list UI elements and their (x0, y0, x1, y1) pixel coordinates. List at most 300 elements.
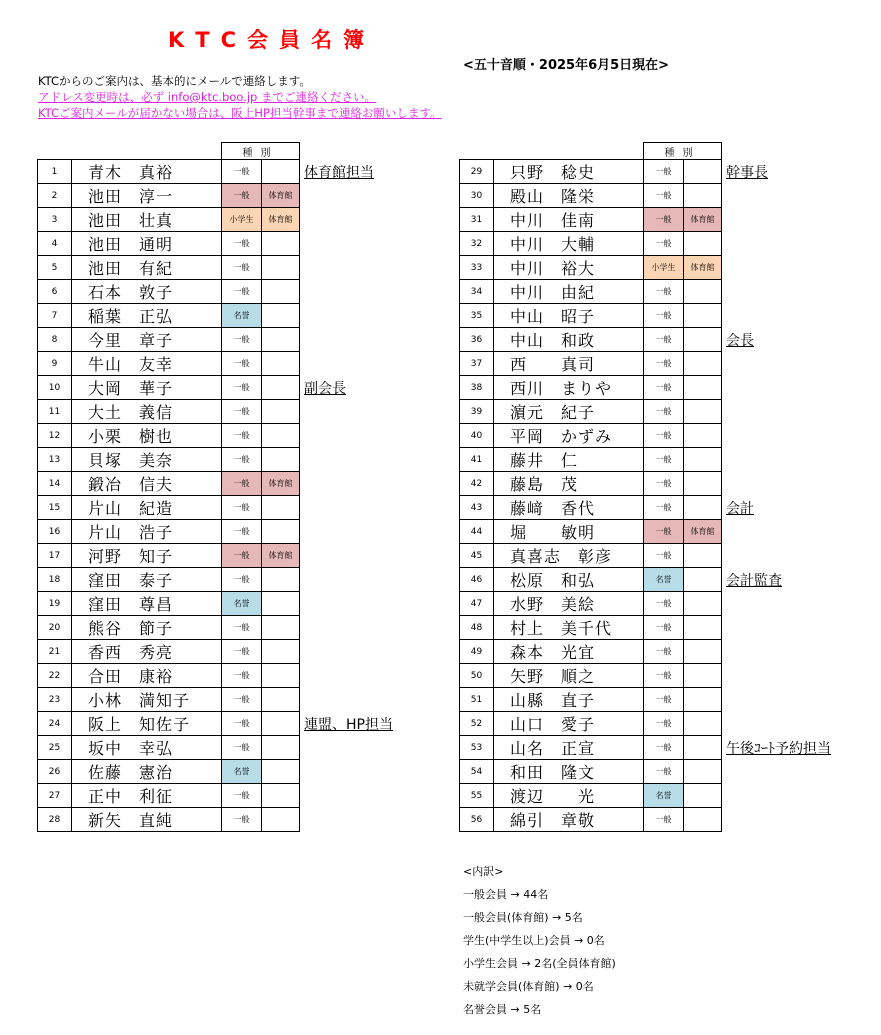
member-role (722, 232, 862, 256)
member-name: 石本 敦子 (72, 280, 222, 304)
member-gym (262, 496, 300, 520)
member-number: 35 (460, 304, 494, 328)
member-name: 新矢 直純 (72, 808, 222, 832)
member-type: 一般 (644, 592, 684, 616)
member-type: 一般 (644, 616, 684, 640)
member-name: 渡辺 光 (494, 784, 644, 808)
member-gym (684, 472, 722, 496)
roster-table-right (459, 142, 862, 832)
member-role: 会長 (726, 332, 754, 349)
member-name: 小林 満知子 (72, 688, 222, 712)
member-row (38, 760, 440, 784)
member-number: 1 (38, 160, 72, 184)
member-name: 綿引 章敬 (494, 808, 644, 832)
member-role (722, 640, 862, 664)
member-role (300, 760, 440, 784)
member-type: 一般 (644, 640, 684, 664)
member-row (460, 712, 862, 736)
member-name: 真喜志 彰彦 (494, 544, 644, 568)
member-name: 池田 通明 (72, 232, 222, 256)
member-role: 午後ｺｰﾄ予約担当 (726, 740, 831, 757)
member-gym (262, 232, 300, 256)
member-name: 香西 秀亮 (72, 640, 222, 664)
member-row (460, 184, 862, 208)
member-role (300, 208, 440, 232)
breakdown-line: 一般会員(体育館) → 5名 (463, 911, 583, 924)
member-type: 一般 (644, 472, 684, 496)
member-name: 鍛冶 信夫 (72, 472, 222, 496)
member-gym (684, 592, 722, 616)
member-name: 河野 知子 (72, 544, 222, 568)
member-role (300, 280, 440, 304)
member-name: 佐藤 憲治 (72, 760, 222, 784)
member-row (460, 304, 862, 328)
member-number: 9 (38, 352, 72, 376)
member-row (38, 808, 440, 832)
member-type: 一般 (644, 712, 684, 736)
member-row (460, 640, 862, 664)
member-number: 28 (38, 808, 72, 832)
member-role (722, 688, 862, 712)
member-name: 中川 由紀 (494, 280, 644, 304)
member-row (38, 616, 440, 640)
member-type: 一般 (222, 712, 262, 736)
member-name: 合田 康裕 (72, 664, 222, 688)
member-role (722, 520, 862, 544)
member-role: 連盟、HP担当 (304, 716, 393, 733)
member-name: 山口 愛子 (494, 712, 644, 736)
member-row (460, 256, 862, 280)
member-gym (684, 712, 722, 736)
member-role (300, 448, 440, 472)
member-name: 西川 まりや (494, 376, 644, 400)
member-name: 森本 光宜 (494, 640, 644, 664)
member-type: 一般 (222, 568, 262, 592)
member-row (38, 280, 440, 304)
member-row (460, 352, 862, 376)
member-number: 26 (38, 760, 72, 784)
member-name: 片山 紀造 (72, 496, 222, 520)
member-number: 4 (38, 232, 72, 256)
member-row (460, 448, 862, 472)
member-name: 坂中 幸弘 (72, 736, 222, 760)
member-gym (262, 520, 300, 544)
member-row (460, 688, 862, 712)
member-role (300, 520, 440, 544)
member-name: 池田 淳一 (72, 184, 222, 208)
member-gym (684, 232, 722, 256)
member-gym (684, 568, 722, 592)
member-type: 一般 (644, 376, 684, 400)
member-type: 一般 (222, 232, 262, 256)
member-role (722, 664, 862, 688)
member-number: 27 (38, 784, 72, 808)
member-name: 平岡 かずみ (494, 424, 644, 448)
member-type: 一般 (222, 544, 262, 568)
member-number: 13 (38, 448, 72, 472)
member-role: 副会長 (304, 380, 346, 397)
member-type: 一般 (644, 520, 684, 544)
member-number: 55 (460, 784, 494, 808)
member-gym (684, 280, 722, 304)
member-row (38, 184, 440, 208)
member-gym (262, 424, 300, 448)
member-role (300, 592, 440, 616)
member-row (38, 664, 440, 688)
member-row (38, 688, 440, 712)
member-name: 藤﨑 香代 (494, 496, 644, 520)
member-row (38, 736, 440, 760)
member-name: 中山 和政 (494, 328, 644, 352)
member-gym (262, 784, 300, 808)
member-role: 会計監査 (726, 572, 782, 589)
member-number: 6 (38, 280, 72, 304)
member-row (38, 448, 440, 472)
member-role (300, 184, 440, 208)
member-gym (684, 400, 722, 424)
member-number: 36 (460, 328, 494, 352)
member-row (460, 568, 862, 592)
member-gym (262, 256, 300, 280)
member-role (300, 232, 440, 256)
member-role (722, 376, 862, 400)
member-gym (262, 376, 300, 400)
member-role (722, 256, 862, 280)
member-gym: 体育館 (262, 544, 300, 568)
member-gym (684, 352, 722, 376)
member-type: 一般 (222, 400, 262, 424)
member-role (722, 616, 862, 640)
member-gym (262, 352, 300, 376)
roster-table-left (37, 142, 440, 832)
member-row (38, 544, 440, 568)
member-gym (684, 424, 722, 448)
member-type: 名誉 (644, 784, 684, 808)
member-type: 一般 (222, 328, 262, 352)
member-type: 名誉 (222, 760, 262, 784)
member-type: 名誉 (222, 592, 262, 616)
member-role (722, 280, 862, 304)
member-row (38, 376, 440, 400)
member-role (722, 808, 862, 832)
member-role (722, 592, 862, 616)
member-type: 一般 (222, 808, 262, 832)
member-row (38, 232, 440, 256)
member-type: 一般 (222, 256, 262, 280)
member-gym (684, 616, 722, 640)
member-number: 10 (38, 376, 72, 400)
member-row (460, 232, 862, 256)
member-type: 一般 (644, 760, 684, 784)
member-row (460, 808, 862, 832)
member-gym: 体育館 (684, 256, 722, 280)
member-number: 25 (38, 736, 72, 760)
member-role (300, 472, 440, 496)
member-type: 一般 (222, 352, 262, 376)
member-row (460, 280, 862, 304)
kind-header: 種別 (222, 143, 300, 160)
member-number: 23 (38, 688, 72, 712)
member-role (300, 496, 440, 520)
member-number: 8 (38, 328, 72, 352)
member-name: 窪田 尊昌 (72, 592, 222, 616)
member-gym (262, 808, 300, 832)
member-type: 一般 (222, 496, 262, 520)
member-gym (262, 640, 300, 664)
member-number: 47 (460, 592, 494, 616)
member-type: 一般 (644, 328, 684, 352)
member-name: 中川 裕大 (494, 256, 644, 280)
member-name: 貝塚 美奈 (72, 448, 222, 472)
member-gym (684, 328, 722, 352)
member-number: 48 (460, 616, 494, 640)
member-name: 殿山 隆栄 (494, 184, 644, 208)
member-type: 一般 (644, 808, 684, 832)
member-row (38, 304, 440, 328)
member-gym (262, 448, 300, 472)
member-type: 小学生 (644, 256, 684, 280)
member-row (460, 496, 862, 520)
member-gym (684, 448, 722, 472)
member-role (722, 424, 862, 448)
member-name: 青木 真裕 (72, 160, 222, 184)
member-type: 一般 (222, 736, 262, 760)
member-name: 小栗 樹也 (72, 424, 222, 448)
member-number: 30 (460, 184, 494, 208)
member-role (300, 688, 440, 712)
member-role (300, 736, 440, 760)
member-role (300, 784, 440, 808)
member-gym: 体育館 (684, 520, 722, 544)
member-name: 中川 佳南 (494, 208, 644, 232)
member-number: 33 (460, 256, 494, 280)
member-name: 濵元 紀子 (494, 400, 644, 424)
member-role (300, 616, 440, 640)
member-type: 一般 (644, 352, 684, 376)
member-row (460, 472, 862, 496)
member-name: 西 真司 (494, 352, 644, 376)
member-name: 今里 章子 (72, 328, 222, 352)
member-row (460, 784, 862, 808)
member-number: 37 (460, 352, 494, 376)
member-name: 水野 美絵 (494, 592, 644, 616)
member-row (38, 400, 440, 424)
member-row (38, 160, 440, 184)
member-number: 51 (460, 688, 494, 712)
member-role: 体育館担当 (304, 164, 374, 181)
member-type: 一般 (222, 424, 262, 448)
member-name: 中川 大輔 (494, 232, 644, 256)
member-number: 29 (460, 160, 494, 184)
member-role (300, 568, 440, 592)
member-role (722, 712, 862, 736)
member-gym (684, 376, 722, 400)
member-number: 42 (460, 472, 494, 496)
member-number: 31 (460, 208, 494, 232)
member-role (722, 304, 862, 328)
member-name: 村上 美千代 (494, 616, 644, 640)
note-email-policy: KTCからのご案内は、基本的にメールで連絡します。 (38, 74, 311, 88)
member-type: 一般 (644, 448, 684, 472)
member-row (38, 568, 440, 592)
member-number: 14 (38, 472, 72, 496)
member-type: 一般 (644, 424, 684, 448)
member-type: 一般 (222, 448, 262, 472)
member-gym (684, 688, 722, 712)
member-number: 7 (38, 304, 72, 328)
member-name: 山名 正宣 (494, 736, 644, 760)
member-row (38, 496, 440, 520)
member-name: 熊谷 節子 (72, 616, 222, 640)
note-mail-not-received[interactable]: KTCご案内メールが届かない場合は、阪上HP担当幹事まで連絡お願いします。 (38, 106, 442, 120)
member-gym (262, 760, 300, 784)
member-name: 堀 敏明 (494, 520, 644, 544)
member-gym: 体育館 (684, 208, 722, 232)
member-number: 21 (38, 640, 72, 664)
member-name: 稲葉 正弘 (72, 304, 222, 328)
member-name: 松原 和弘 (494, 568, 644, 592)
member-type: 一般 (222, 376, 262, 400)
member-gym (262, 616, 300, 640)
member-type: 一般 (644, 664, 684, 688)
member-type: 小学生 (222, 208, 262, 232)
member-type: 一般 (222, 160, 262, 184)
member-number: 50 (460, 664, 494, 688)
member-row (460, 208, 862, 232)
member-type: 一般 (644, 280, 684, 304)
member-row (38, 208, 440, 232)
member-name: 矢野 順之 (494, 664, 644, 688)
member-number: 34 (460, 280, 494, 304)
member-row (460, 376, 862, 400)
member-role (722, 472, 862, 496)
member-number: 19 (38, 592, 72, 616)
member-type: 一般 (644, 400, 684, 424)
member-role (300, 808, 440, 832)
member-role (722, 352, 862, 376)
member-row (460, 760, 862, 784)
member-number: 12 (38, 424, 72, 448)
member-name: 藤島 茂 (494, 472, 644, 496)
notes (38, 73, 441, 121)
member-type: 一般 (222, 472, 262, 496)
member-type: 一般 (644, 688, 684, 712)
breakdown-title: <内訳> (463, 865, 504, 878)
member-role (722, 448, 862, 472)
member-type: 一般 (644, 304, 684, 328)
member-role (300, 664, 440, 688)
member-row (38, 784, 440, 808)
member-name: 中山 昭子 (494, 304, 644, 328)
member-number: 15 (38, 496, 72, 520)
member-number: 56 (460, 808, 494, 832)
member-role (300, 304, 440, 328)
member-role (300, 544, 440, 568)
member-role (722, 184, 862, 208)
member-gym (262, 736, 300, 760)
member-gym (684, 544, 722, 568)
member-row (38, 712, 440, 736)
member-type: 一般 (222, 616, 262, 640)
member-type: 一般 (222, 520, 262, 544)
member-name: 牛山 友幸 (72, 352, 222, 376)
breakdown-line: 名誉会員 → 5名 (463, 1003, 542, 1016)
member-row (460, 400, 862, 424)
note-address-change[interactable]: アドレス変更時は、必ず info@ktc.boo.jp までご連絡ください。 (38, 90, 376, 104)
date-note: <五十音順・2025年6月5日現在> (463, 58, 670, 73)
member-number: 24 (38, 712, 72, 736)
member-role (300, 256, 440, 280)
member-gym (684, 736, 722, 760)
member-type: 一般 (644, 736, 684, 760)
member-row (38, 256, 440, 280)
member-number: 54 (460, 760, 494, 784)
member-gym (684, 496, 722, 520)
member-gym (684, 760, 722, 784)
member-role (722, 784, 862, 808)
member-gym (262, 592, 300, 616)
member-gym (262, 304, 300, 328)
member-type: 一般 (222, 184, 262, 208)
member-number: 17 (38, 544, 72, 568)
member-number: 41 (460, 448, 494, 472)
member-gym (684, 304, 722, 328)
member-number: 53 (460, 736, 494, 760)
member-gym (262, 160, 300, 184)
member-role (300, 424, 440, 448)
member-gym (684, 160, 722, 184)
member-name: 大岡 華子 (72, 376, 222, 400)
member-row (460, 616, 862, 640)
member-number: 39 (460, 400, 494, 424)
member-number: 5 (38, 256, 72, 280)
member-name: 大土 義信 (72, 400, 222, 424)
member-number: 44 (460, 520, 494, 544)
member-row (460, 160, 862, 184)
member-type: 一般 (222, 688, 262, 712)
member-name: 片山 浩子 (72, 520, 222, 544)
member-type: 一般 (644, 496, 684, 520)
member-gym (684, 640, 722, 664)
member-number: 2 (38, 184, 72, 208)
member-role: 幹事長 (726, 164, 768, 181)
member-gym (262, 328, 300, 352)
member-type: 名誉 (644, 568, 684, 592)
breakdown-line: 未就学会員(体育館) → 0名 (463, 980, 594, 993)
member-role (300, 640, 440, 664)
member-number: 43 (460, 496, 494, 520)
member-number: 45 (460, 544, 494, 568)
member-name: 正中 利征 (72, 784, 222, 808)
member-type: 一般 (644, 208, 684, 232)
member-type: 一般 (644, 544, 684, 568)
member-row (38, 328, 440, 352)
member-type: 一般 (222, 664, 262, 688)
member-type: 名誉 (222, 304, 262, 328)
member-row (460, 328, 862, 352)
member-row (38, 472, 440, 496)
breakdown (463, 860, 616, 1021)
member-role (300, 328, 440, 352)
member-row (38, 352, 440, 376)
member-name: 池田 有紀 (72, 256, 222, 280)
member-number: 3 (38, 208, 72, 232)
member-type: 一般 (222, 640, 262, 664)
member-type: 一般 (644, 232, 684, 256)
member-name: 窪田 泰子 (72, 568, 222, 592)
member-row (460, 520, 862, 544)
member-row (38, 592, 440, 616)
